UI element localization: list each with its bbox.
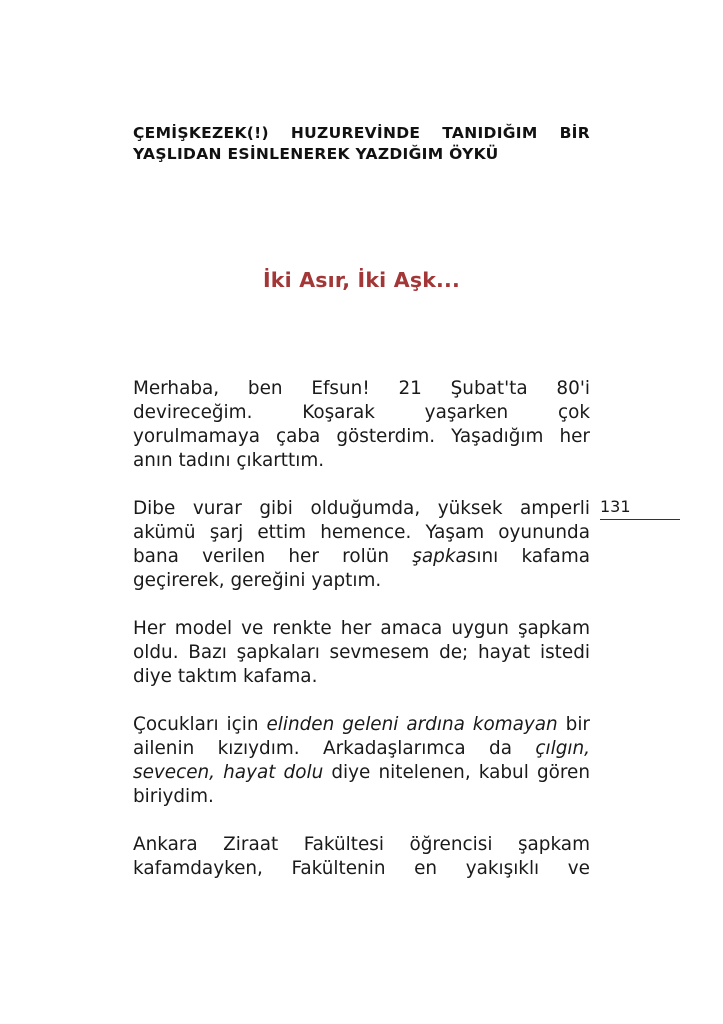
paragraph-3: Her model ve renkte her amaca uygun şapkam oldu. Bazı şapkaları sevmesem de; hayat istedi diye taktım kafama. [133, 618, 590, 687]
story-title: İki Asır, İki Aşk... [262, 268, 461, 292]
paragraph-4-text-b: bir ailenin kızıydım. Arkadaşlarımca da [133, 714, 590, 759]
story-body [133, 377, 590, 905]
paragraph-1: Merhaba, ben Efsun! 21 Şubat'ta 80'i devireceğim. Koşarak yaşarken çok yorulmamaya çaba gösterdim. Yaşadığım her anın tadını çıkarttım. [133, 378, 590, 471]
paragraph-4-italic-a: elinden geleni ardına komayan [266, 714, 558, 735]
paragraph-2-italic: şapka [412, 546, 467, 567]
paragraph-4-text-a: Çocukları için [133, 714, 267, 735]
paragraph-2-text-b: sını kafama geçirerek, gereğini yaptım. [133, 546, 591, 591]
paragraph-4-italic-b: çılgın, sevecen, hayat dolu [133, 738, 590, 783]
paragraph-4 [133, 713, 590, 809]
paragraph-2 [133, 497, 590, 593]
paragraph-2-text-a: Dibe vurar gibi olduğumda, yüksek amperli akümü şarj ettim hemence. Yaşam oyununda bana verilen her rolün [133, 498, 590, 567]
paragraph-4-text-c: diye nitelenen, kabul gören biriydim. [133, 762, 590, 807]
paragraph-5: Ankara Ziraat Fakültesi öğrencisi şapkam kafamdayken, Fakültenin en yakışıklı ve [133, 834, 590, 879]
page-number: 131 [600, 496, 680, 520]
chapter-heading: ÇEMİŞKEZEK(!) HUZUREVİNDE TANIDIĞIM BİR YAŞLIDAN ESİNLENEREK YAZDIĞIM ÖYKÜ [133, 124, 590, 163]
